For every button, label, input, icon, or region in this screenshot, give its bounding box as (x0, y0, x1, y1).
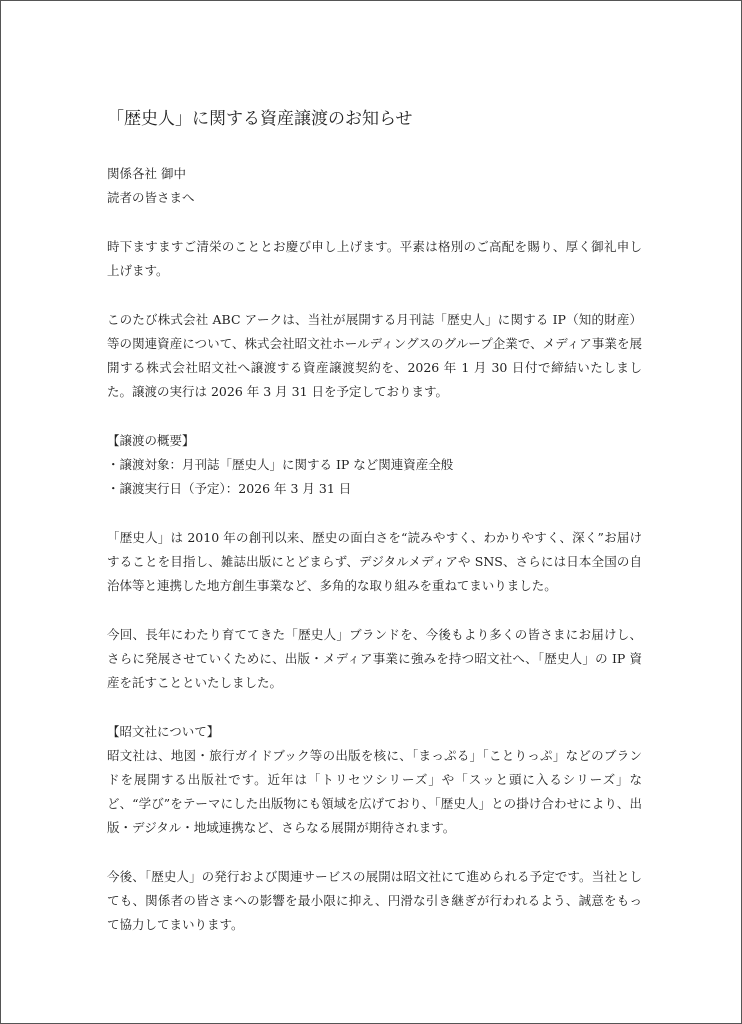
intro-paragraph: このたび株式会社 ABC アークは、当社が展開する月刊誌「歴史人」に関する IP（知的財産）等の関連資産について、株式会社昭文社ホールディングスのグループ企業で、メディア事業を展開する株式会社昭文社へ譲渡する資産譲渡契約を、2026 年 1 月 30 日付で締結いたしました。譲渡の実行は 2026 年 3 月 31 日を予定しております。 (107, 312, 642, 399)
overview-heading: 【譲渡の概要】 (107, 433, 195, 448)
about-section (107, 720, 642, 840)
closing-paragraph: 今後、「歴史人」の発行および関連サービスの展開は昭文社にて進められる予定です。当社としても、関係者の皆さまへの影響を最小限に抑え、円滑な引き継ぎが行われるよう、誠意をもって協力してまいります。 (107, 869, 642, 932)
overview-item: ・譲渡対象：月刊誌「歴史人」に関する IP など関連資産全般 (107, 457, 454, 472)
greeting-paragraph: 時下ますますご清栄のこととお慶び申し上げます。平素は格別のご高配を賜り、厚く御礼申し上げます。 (107, 239, 642, 278)
overview-section (107, 429, 642, 501)
reason-paragraph: 今回、長年にわたり育ててきた「歴史人」ブランドを、今後もより多くの皆さまにお届けし、さらに発展させていくために、出版・メディア事業に強みを持つ昭文社へ、「歴史人」の IP 資産を託すことといたしました。 (107, 627, 642, 690)
overview-item: ・譲渡実行日（予定）：2026 年 3 月 31 日 (107, 481, 352, 496)
recipient-line: 読者の皆さまへ (107, 190, 195, 205)
document-title: 「歴史人」に関する資産譲渡のお知らせ (107, 109, 413, 129)
about-heading: 【昭文社について】 (107, 724, 220, 739)
recipients (107, 162, 642, 210)
about-paragraph: 昭文社は、地図・旅行ガイドブック等の出版を核に、「まっぷる」「ことりっぷ」などのブランドを展開する出版社です。近年は「トリセツシリーズ」や「スッと頭に入るシリーズ」など、“学び”をテーマにした出版物にも領域を広げており、「歴史人」との掛け合わせにより、出版・デジタル・地域連携など、さらなる展開が期待されます。 (107, 748, 642, 835)
history-paragraph: 「歴史人」は 2010 年の創刊以来、歴史の面白さを“読みやすく、わかりやすく、深く”お届けすることを目指し、雑誌出版にとどまらず、デジタルメディアや SNS、さらには日本全国の自治体等と連携した地方創生事業など、多角的な取り組みを重ねてまいりました。 (107, 530, 642, 593)
recipient-line: 関係各社 御中 (107, 166, 186, 181)
document-body (107, 106, 642, 937)
